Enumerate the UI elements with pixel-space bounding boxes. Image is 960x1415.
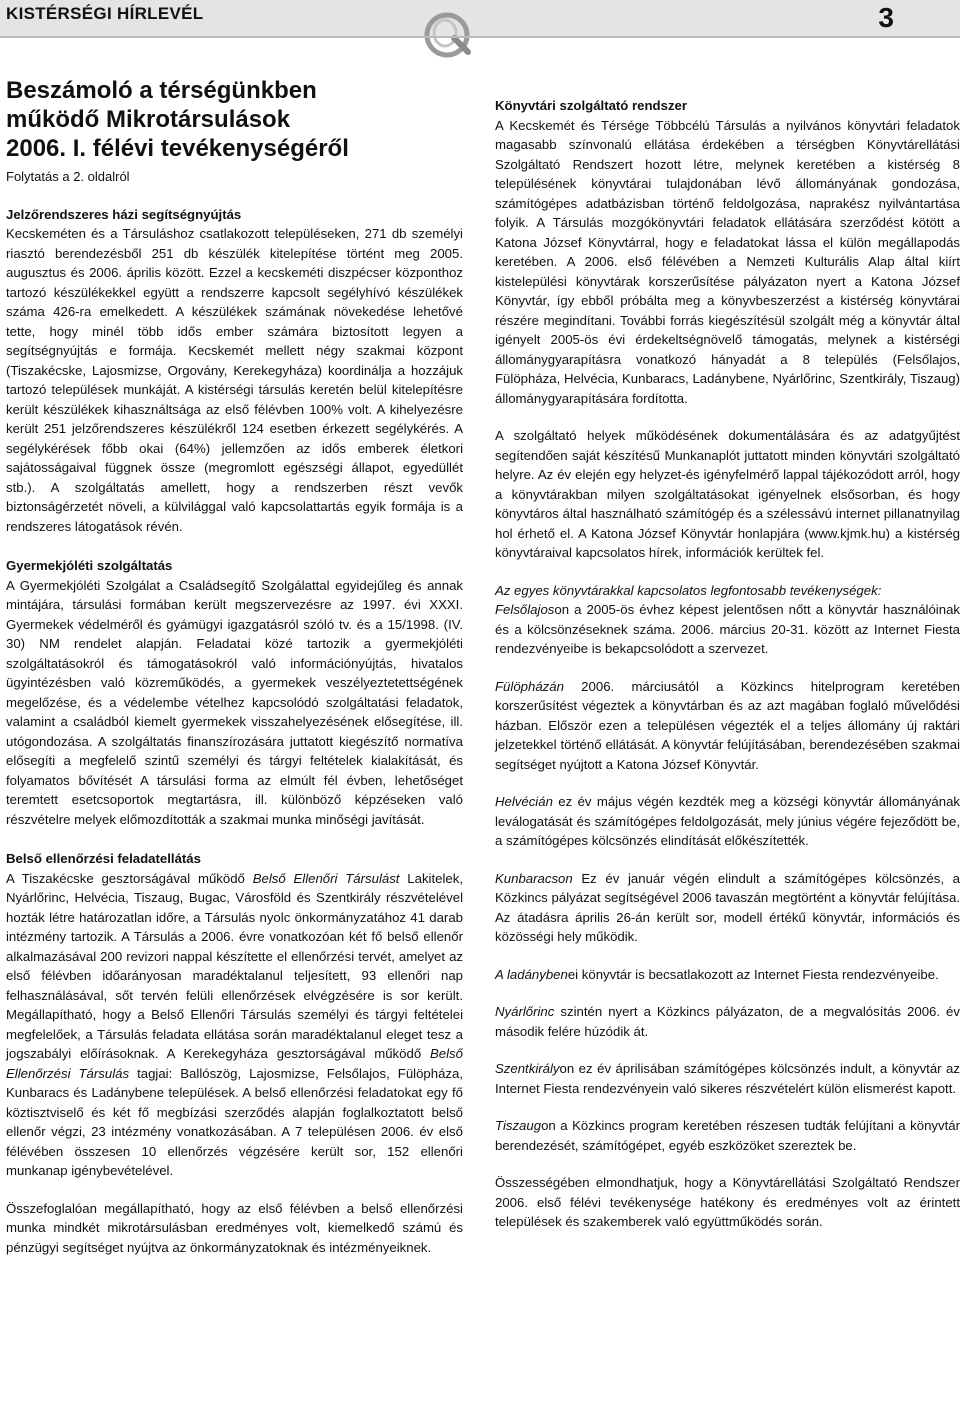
library-services-paragraph: A szolgáltató helyek működésének dokumentálására és az adatgyűjtést segítendően saját készítésű Munkanaplót juttatott minden könyvtári szolgáltató helyre. Az év elején egy helyzet-és igényfelmérő lappal tájékozódott arról, hogy a könyvtárakban milyen szolgáltatásokat igényelnek elsősorban, és hogy könyvtáros által használható számítógép és a szélessávú internet pillanatnyilag hol érhető el. A Katona József Könyvtár honlapjára (www.kjmk.hu) a kistérség könyvtáraival kapcsolatos hírek, információk kerültek fel.: [495, 428, 960, 560]
newsletter-logo-icon: [418, 8, 476, 58]
library-item-helvecia: Helvécián ez év május végén kezdték meg a községi könyvtár állományának leválogatását és számítógépes feldolgozását, mely június végére fejeződött be, a számítógépes kölcsönzés elindítását előkészítették.: [495, 794, 960, 848]
section-heading-internal-audit: Belső ellenőrzési feladatellátás: [6, 851, 201, 866]
internal-audit-summary: Összefoglalóan megállapítható, hogy az első félévben a belső ellenőrzési munka mindkét mikrotársulásban eredményes volt, kiemelkedő számú és pénzügyi segítséget nyújtva az önkormányzatoknak és intézményeiknek.: [6, 1200, 463, 1255]
library-item-felsolajos: Felsőlajoson a 2005-ös évhez képest jelentősen nőtt a könyvtár használóinak és a kölcsönzéseknek száma. 2006. március 20-31. között az Internet Fiesta rendezvényeibe is bekapcsolódott a szervezet.: [495, 602, 960, 656]
right-column: [495, 76, 960, 1232]
library-item-fulophaza: Fülöpházán 2006. márciusától a Közkincs hitelprogram keretében korszerűsítést végeztek a könyvtárban és az azt magában foglaló művelődési házban. Először ezen a településen végezték el a teljes állomány új raktári jelzetekkel történő ellátását. A könyvtár felújításában, berendezésében szakmai segítséget nyújtott a Katona József Könyvtár.: [495, 678, 960, 772]
library-item-tiszaug: Tiszaugon a Közkincs program keretében részesen tudták felújítani a könyvtár berendezését, számítógépet, egyéb eszközöket szereztek be.: [495, 1118, 960, 1153]
library-summary: Összességében elmondhatjuk, hogy a Könyvtárellátási Szolgáltató Rendszer 2006. első félévi tevékenysége hatékony és eredményes volt az érintett települések és szakemberek való együttműködés során.: [495, 1175, 960, 1229]
section-heading-alarm-system: Jelzőrendszeres házi segítségnyújtás: [6, 206, 242, 222]
library-item-nyarlorinc: Nyárlőrinc szintén nyert a Közkincs pályázaton, de a megvalósítás 2006. év második felére húzódik át.: [495, 1004, 960, 1039]
section-heading-library-system: Könyvtári szolgáltató rendszer: [495, 98, 687, 113]
alarm-system-paragraph: Kecskeméten és a Társuláshoz csatlakozott településeken, 271 db személyi riasztó berendezésből 251 db készülék kitelepítése történt meg 2005. augusztus és 2006. április között. Ezzel a kecskeméti diszpécser központhoz tartozó készülékekkel együtt a rendszerre kapcsolt segélyhívó készülékek száma 426-ra emelkedett. A készülékek számának növekedése lehetővé tette, hogy minél több idős ember számára biztosított legyen a segítségnyújtás e formája. Kecskemét mellett négy szakmai központ (Tiszakécske, Lajosmizse, Orgovány, Kerekegyháza) koordinálja a hozzájuk tartozó települések munkáját. A kistérségi társulás keretén belül kitelepítésre került készülékek kihasználtsága az első félévben 100% volt. A kihelyezésre került 251 jelzőrendszeres készülékről 124 esetben érkezett segélykérés. A segélykérések főbb okai (64%) jellemzően az idős emberek életkori sajátosságaival függnek össze (megromlott egészségi állapot, egyedüllét stb.). A szolgáltatás amellett, hogy a rendszerben részt vevők biztonságérzetét növeli, a külvilággal való kapcsolattartás egyik formája is a rendszeres látogatások révén.: [6, 226, 463, 534]
left-column: [6, 76, 463, 1257]
article-title-line-2: működő Mikrotársulások: [6, 106, 291, 133]
section-heading-child-welfare: Gyermekjóléti szolgáltatás: [6, 558, 173, 573]
library-item-ladanybene: A ladánybenei könyvtár is becsatlakozott az Internet Fiesta rendezvényeibe.: [495, 966, 939, 982]
newsletter-title: KISTÉRSÉGI HÍRLEVÉL: [6, 4, 204, 23]
library-activities-intro: Az egyes könyvtárakkal kapcsolatos legfontosabb tevékenységek:: [495, 582, 882, 598]
continued-from-note: Folytatás a 2. oldalról: [6, 169, 130, 184]
child-welfare-paragraph: A Gyermekjóléti Szolgálat a Családsegítő Szolgálattal egyidejűleg és annak mintájára, társulási formában került megszervezésre az 1997. évi XXXI. Gyermekek védelméről és gyámügyi igazgatásról szóló tv. és a 15/1998. (IV. 30) NM rendelet alapján. Feladatai közé tartozik a gyermekjóléti szolgáltatásokról és támogatásokról való információnyújtás, hivatalos ügyintézésben való közreműködés, a gyermekek veszélyeztetettségének megelőzése, és a védelembe vételhez kapcsolódó szolgáltatási feladatok, valamint a családból kiemelt gyermekek visszahelyezésének elősegítése, ill. utógondozása. A szolgáltatás finanszírozására juttatott kiegészítő normatíva elősegíti a megfelelő szintű személyi és tárgyi feltételek kialakítását, és folyamatos bővítését A társulási forma az elmúlt fél évben, lehetőséget teremtett esetcsoportok megtartásra, ill. különböző képzéseken való részvételre melyek előmozdították a szakmai munka minőségi javítását.: [6, 577, 463, 827]
library-item-kunbaracs: Kunbaracson Ez év január végén elindult a számítógépes kölcsönzés, a Közkincs pályázat segítségével 2006 tavaszán megtörtént a könyvtár felújítása. Az átadásra április 26-án került sor, modell értékű könyvtár, információs és közösségi hely működik.: [495, 870, 960, 944]
article-title-line-1: Beszámoló a térségünkben: [6, 77, 317, 104]
article-title-line-3: 2006. I. félévi tevékenységéről: [6, 135, 349, 162]
page-number: 3: [878, 2, 894, 33]
internal-audit-paragraph: A Tiszakécske gesztorságával működő Belső Ellenőri Társulást Lakitelek, Nyárlőrinc, Helvécia, Tiszaug, Bugac, Városföld és Szentkirály részvételével hozták létre határozatlan időre, a Társulás nyolc önkormányzatához 41 darab intézmény tartozik. A Társulás a 2006. évre vonatkozóan két fő belső ellenőr alkalmazásával 200 revizori nappal készítette el ellenőrzési tervét, amelyet az első félévben időarányosan maradéktalanul teljesített, 93 ellenőri nap felhasználásával, sőt tervén felüli ellenőrzések elvégzésére is sor került. Megállapítható, hogy a Belső Ellenőri Társulás személyi és tárgyi feltételei megfelelőek, a Társulás feladata ellátása során maradéktalanul eleget tesz a jogszabályi előírásoknak. A Kerekegyháza gesztorságával működő Belső Ellenőrzési Társulás tagjai: Ballószög, Lajosmizse, Felsőlajos, Fülöpháza, Kunbaracs és Ladánybene települések. A belső ellenőrzési feladatokat egy fő köztisztviselő és két fő megbízási szerződés alapján foglalkoztatott belső ellenőr végzi, 23 intézmény vonatkozásában. A 7 településen 2006. év első félévében összesen 10 ellenőrzés végzésére került sor, 152 ellenőri munkanap igénybevételével.: [6, 870, 464, 1178]
header-divider: [0, 36, 960, 38]
library-system-paragraph: A Kecskemét és Térsége Többcélú Társulás a nyilvános könyvtári feladatok magasabb színvonalú ellátása érdekében a térségben Könyvtárellátási Szolgáltató Rendszert hozott létre, melynek keretében a kistérség 8 településének könyvtárai tulajdonában lévő állományának gondozása, számítógépes adatbázisban történő feldolgozása, naprakész nyilvántartása folyik. A Társulás mozgókönyvtári feladatok ellátására szerződést kötött a Katona József Könyvtárral, hogy e feladatokat lássa el külön megállapodás keretében. A 2006. első félévében a Nemzeti Kulturális Alap által kiírt kistelepülési könyvtárak korszerűsítése pályázaton nyert a Katona József Könyvtár, így ebből próbálta meg a könyvbeszerzést a kistérség könyvtárai részére megindítani. További forrás kiegészítésül szolgált még a könyvtár által igényelt 2005-ös évi érdekeltségnövelő támogatás, melynek a kistérségi állománygyarapításra vonatkozó hányadát a 8 település (Felsőlajos, Fülöpháza, Helvécia, Kunbaracs, Ladánybene, Nyárlőrinc, Szentkirály, Tiszaug) állománygyarapítására fordította.: [495, 117, 960, 406]
library-item-szentkiraly: Szentkirályon ez év áprilisában számítógépes kölcsönzés indult, a könyvtár az Internet Fiesta rendezvényein való sikeres részvételért külön elismerést kapott.: [495, 1061, 960, 1096]
